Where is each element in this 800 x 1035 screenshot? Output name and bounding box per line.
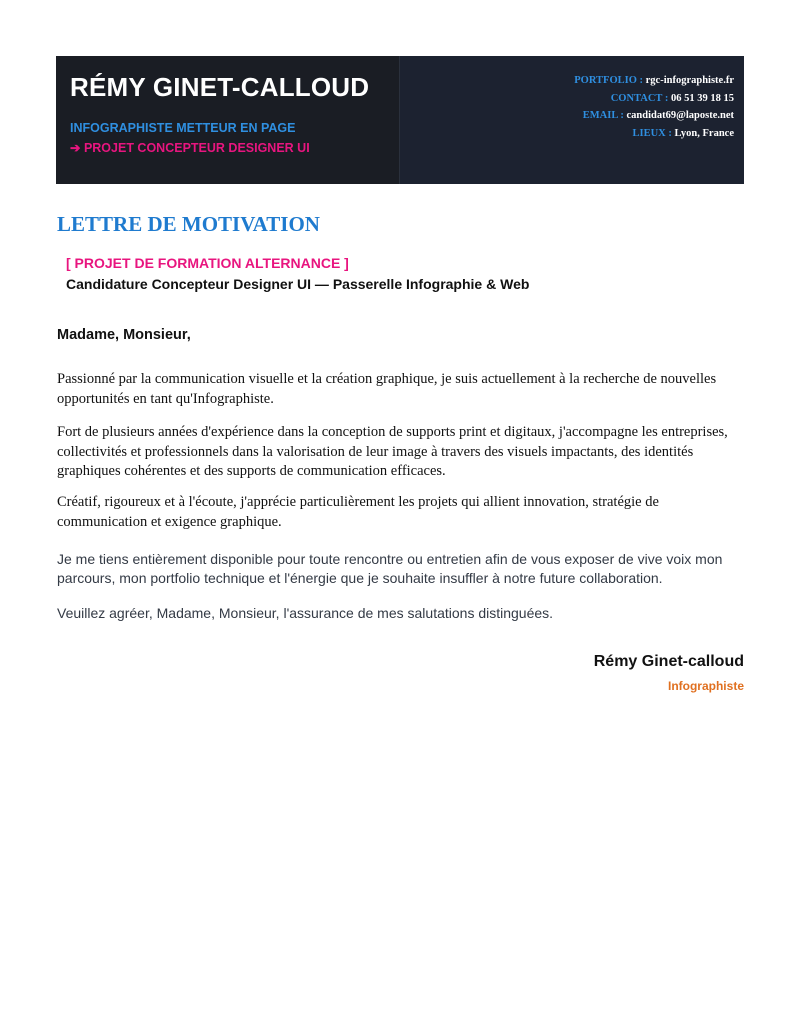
contact-label: CONTACT : <box>610 92 669 104</box>
candidate-name: RÉMY GINET-CALLOUD <box>70 72 370 102</box>
letter-title: LETTRE DE MOTIVATION <box>57 212 320 236</box>
signature-role: Infographiste <box>667 679 744 693</box>
body-paragraph: Passionné par la communication visuelle et la création graphique, je suis actuellement à la recherche de nouvelles opportunités en tant qu'Infographiste. <box>57 371 717 407</box>
body-paragraph: Fort de plusieurs années d'expérience dans la conception de supports print et digitaux, j'accompagne les entreprises, collectivités et professionnels dans la valorisation de leur image à travers des visuels impactants, des identités graphiques cohérentes et des supports de communication efficaces. <box>57 424 728 479</box>
salutation: Madame, Monsieur, <box>57 327 191 343</box>
project-subtitle: Candidature Concepteur Designer UI — Passerelle Infographie & Web <box>66 276 530 292</box>
contact-location <box>400 125 734 143</box>
project-tag: [ PROJET DE FORMATION ALTERNANCE ] <box>66 255 349 271</box>
body-paragraph: Créatif, rigoureux et à l'écoute, j'apprécie particulièrement les projets qui allient innovation, stratégie de communication et exigence graphique. <box>57 494 659 530</box>
contact-label: EMAIL : <box>582 110 624 121</box>
contact-block <box>400 56 744 184</box>
body-paragraph: Je me tiens entièrement disponible pour toute rencontre ou entretien afin de vous exposer de vive voix mon parcours, mon portfolio technique et l'énergie que je souhaite insuffler à notre future collaboration. <box>57 551 723 586</box>
contact-label: LIEUX : <box>632 127 672 139</box>
closing-paragraph: Veuillez agréer, Madame, Monsieur, l'assurance de mes salutations distinguées. <box>57 605 554 621</box>
letter-header <box>56 56 744 184</box>
contact-email <box>400 107 734 125</box>
current-job-title: INFOGRAPHISTE METTEUR EN PAGE <box>70 121 296 135</box>
email-link[interactable]: candidat69@laposte.net <box>626 110 734 121</box>
portfolio-link[interactable]: rgc-infographiste.fr <box>645 75 734 86</box>
phone-value[interactable]: 06 51 39 18 15 <box>671 92 734 104</box>
signature-name: Rémy Ginet-calloud <box>593 653 744 670</box>
target-job-title: ➔ PROJET CONCEPTEUR DESIGNER UI <box>70 141 310 155</box>
location-value: Lyon, France <box>674 127 734 139</box>
contact-phone <box>400 90 734 108</box>
contact-portfolio <box>400 72 734 90</box>
contact-label: PORTFOLIO : <box>574 75 644 86</box>
header-identity <box>56 56 400 184</box>
